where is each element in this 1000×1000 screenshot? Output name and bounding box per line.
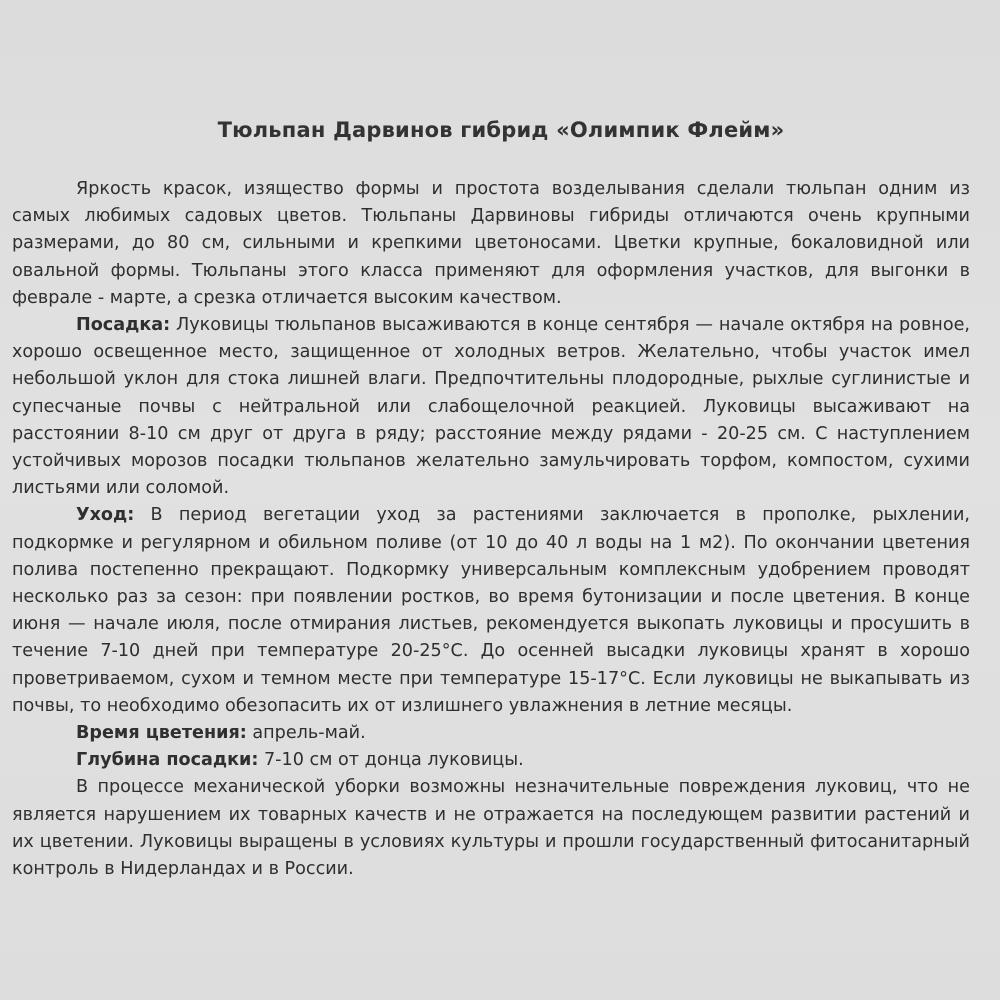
bloom-paragraph [12, 720, 970, 747]
planting-label: Посадка: [76, 315, 171, 336]
bloom-text: апрель-май. [246, 723, 366, 744]
planting-text: Луковицы тюльпанов высаживаются в конце сентября — начале октября на ровное, хорошо освещенное место, защищенное от холодных ветров. Желательно, чтобы участок имел небольшой уклон для стока лишней влаги. Предпочтительны плодородные, рыхлые суглинистые и супесчаные почвы с нейтральной или слабощелочной реакцией. Луковицы высаживают на расстоянии 8-10 см друг от друга в ряду; расстояние между рядами - 20-25 см. С наступлением устойчивых морозов посадки тюльпанов желательно замульчировать торфом, компостом, сухими листьями или соломой. [12, 315, 970, 499]
closing-paragraph: В процессе механической уборки возможны незначительные повреждения луковиц, что не является нарушением их товарных качеств и не отражается на последующем развитии растений и их цветении. Луковицы выращены в условиях культуры и прошли государственный фитосанитарный контроль в Нидерландах и в России. [12, 777, 970, 880]
document-title: Тюльпан Дарвинов гибрид «Олимпик Флейм» [217, 118, 785, 142]
depth-text: 7-10 см от донца луковицы. [258, 750, 524, 771]
care-paragraph [12, 502, 970, 720]
care-label: Уход: [76, 505, 135, 526]
depth-paragraph [12, 747, 970, 774]
intro-paragraph: Яркость красок, изящество формы и простота возделывания сделали тюльпан одним из самых любимых садовых цветов. Тюльпаны Дарвиновы гибриды отличаются очень крупными размерами, до 80 см, сильными и крепкими цветоносами. Цветки крупные, бокаловидной или овальной формы. Тюльпаны этого класса применяют для оформления участков, для выгонки в феврале - марте, а срезка отличается высоким качеством. [12, 179, 970, 308]
bloom-label: Время цветения: [76, 723, 247, 744]
care-text: В период вегетации уход за растениями заключается в прополке, рыхлении, подкормке и регулярном и обильном поливе (от 10 до 40 л воды на 1 м2). По окончании цветения полива постепенно прекращают. Подкормку универсальным комплексным удобрением проводят несколько раз за сезон: при появлении ростков, во время бутонизации и после цветения. В конце июня — начале июля, после отмирания листьев, рекомендуется выкопать луковицы и просушить в течение 7-10 дней при температуре 20-25°С. До осенней высадки луковицы хранят в хорошо проветриваемом, сухом и темном месте при температуре 15-17°С. Если луковицы не выкапывать из почвы, то необходимо обезопасить их от излишнего увлажнения в летние месяцы. [12, 505, 970, 716]
planting-paragraph [12, 312, 970, 502]
document-body [12, 118, 970, 883]
depth-label: Глубина посадки: [76, 750, 259, 771]
